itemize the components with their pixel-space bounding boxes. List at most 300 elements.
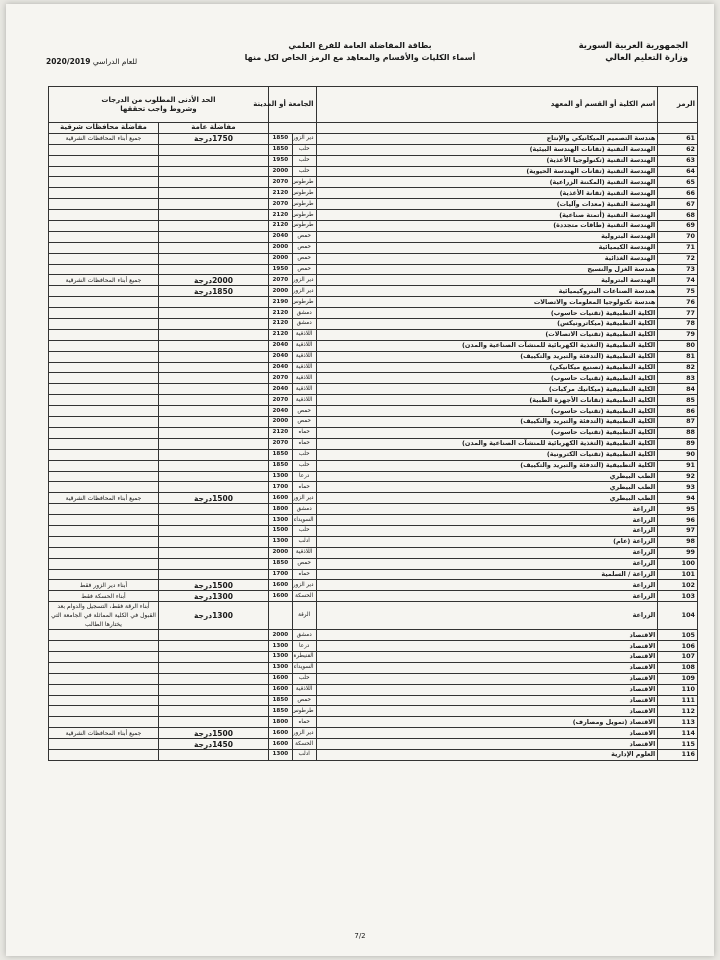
east-grade-cell [158, 417, 268, 428]
title-line-1: بطاقة المفاضلة العامة للفرع العلمي [288, 41, 432, 50]
row-name: الزراعة [316, 525, 658, 536]
row-city: اللاذقية [292, 384, 316, 395]
row-city: دير الزور [292, 580, 316, 591]
east-grade-cell [158, 547, 268, 558]
row-code: 76 [658, 297, 698, 308]
row-code: 93 [658, 482, 698, 493]
row-name: الزراعة / السلمية [316, 569, 658, 580]
row-code: 113 [658, 717, 698, 728]
table-row [49, 286, 698, 297]
row-min-grade: 2120 [268, 319, 292, 330]
row-code: 70 [658, 231, 698, 242]
row-code: 90 [658, 449, 698, 460]
row-name: الزراعة [316, 558, 658, 569]
row-city: الحسكة [292, 739, 316, 750]
table-row [49, 231, 698, 242]
east-grade-cell [158, 602, 268, 630]
row-min-grade: 1850 [268, 144, 292, 155]
east-grade-cell [158, 242, 268, 253]
condition-cell [49, 406, 159, 417]
row-min-grade: 1850 [268, 460, 292, 471]
table-row [49, 264, 698, 275]
row-name: الزراعة [316, 602, 658, 630]
row-city: اللاذقية [292, 362, 316, 373]
row-name: الهندسة التقنية (طاقات متجددة) [316, 221, 658, 232]
subheader-blank [658, 123, 698, 134]
row-code: 83 [658, 373, 698, 384]
row-code: 67 [658, 199, 698, 210]
row-name: هندسة الغزل والنسيج [316, 264, 658, 275]
condition-cell [49, 373, 159, 384]
row-min-grade: 1600 [268, 684, 292, 695]
condition-cell [49, 749, 159, 760]
east-grade-cell [158, 406, 268, 417]
row-city: حمص [292, 417, 316, 428]
row-city: الرقة [292, 602, 316, 630]
east-grade-cell [158, 395, 268, 406]
row-city: حمص [292, 231, 316, 242]
row-name: الاقتصاد [316, 651, 658, 662]
row-city: دمشق [292, 308, 316, 319]
row-name: الزراعة [316, 515, 658, 526]
east-grade-cell [158, 155, 268, 166]
east-grade-value: 1500درجة [193, 493, 233, 503]
row-min-grade: 1600 [268, 728, 292, 739]
condition-cell [49, 340, 159, 351]
table-row [49, 133, 698, 144]
east-grade-cell [158, 662, 268, 673]
condition-cell: جميع أبناء المحافظات الشرقية [49, 133, 159, 144]
east-grade-cell [158, 630, 268, 641]
row-code: 80 [658, 340, 698, 351]
condition-cell [49, 329, 159, 340]
east-grade-cell [158, 728, 268, 739]
east-grade-cell [158, 684, 268, 695]
row-min-grade: 2040 [268, 384, 292, 395]
row-min-grade: 2070 [268, 373, 292, 384]
condition-cell [49, 188, 159, 199]
row-name: الهندسة البترولية [316, 275, 658, 286]
east-grade-cell [158, 177, 268, 188]
row-min-grade: 1600 [268, 673, 292, 684]
condition-cell [49, 739, 159, 750]
row-min-grade: 1600 [268, 580, 292, 591]
table-row [49, 591, 698, 602]
row-city: دير الزور [292, 133, 316, 144]
row-name: الكلية التطبيقية (التغذية الكهربائية للمنشآت الصناعية والمدن) [316, 438, 658, 449]
table-row [49, 373, 698, 384]
row-name: الزراعة [316, 547, 658, 558]
row-min-grade: 2070 [268, 199, 292, 210]
row-name: الزراعة (عام) [316, 536, 658, 547]
row-name: الطب البيطري [316, 471, 658, 482]
row-min-grade: 2000 [268, 630, 292, 641]
row-city: اللاذقية [292, 329, 316, 340]
east-grade-cell [158, 319, 268, 330]
condition-cell [49, 242, 159, 253]
table-row [49, 706, 698, 717]
row-code: 77 [658, 308, 698, 319]
row-name: الكلية التطبيقية (تقانات الأجهزة الطبية) [316, 395, 658, 406]
year-label: للعام الدراسي [92, 57, 138, 66]
condition-cell [49, 253, 159, 264]
row-code: 73 [658, 264, 698, 275]
row-name: الكلية التطبيقية (ميكاترونيكس) [316, 319, 658, 330]
row-code: 65 [658, 177, 698, 188]
row-name: الكلية التطبيقية (تقنيات حاسوب) [316, 427, 658, 438]
table-row [49, 177, 698, 188]
row-city: السويداء [292, 662, 316, 673]
row-min-grade: 1700 [268, 569, 292, 580]
condition-cell [49, 504, 159, 515]
table-row [49, 684, 698, 695]
row-city: دير الزور [292, 275, 316, 286]
row-name: الكلية التطبيقية (تقنيات حاسوب) [316, 406, 658, 417]
row-code: 87 [658, 417, 698, 428]
row-name: الكلية التطبيقية (التدفئة والتبريد والتكييف) [316, 351, 658, 362]
condition-cell [49, 221, 159, 232]
row-name: الهندسة التقنية (تقانات الهندسة الحيوية) [316, 166, 658, 177]
row-city: دير الزور [292, 728, 316, 739]
table-row [49, 471, 698, 482]
east-grade-cell [158, 264, 268, 275]
condition-cell [49, 362, 159, 373]
condition-cell [49, 210, 159, 221]
east-grade-cell [158, 427, 268, 438]
row-code: 116 [658, 749, 698, 760]
row-name: الاقتصاد [316, 641, 658, 652]
row-name: الهندسة التقنية (المكننة الزراعية) [316, 177, 658, 188]
row-city: حماه [292, 427, 316, 438]
row-code: 85 [658, 395, 698, 406]
row-city: حمص [292, 406, 316, 417]
row-min-grade: 1850 [268, 133, 292, 144]
table-row [49, 482, 698, 493]
subheader-blank [268, 123, 316, 134]
condition-cell [49, 384, 159, 395]
row-code: 97 [658, 525, 698, 536]
condition-cell [49, 231, 159, 242]
table-row [49, 210, 698, 221]
east-grade-cell [158, 471, 268, 482]
row-code: 114 [658, 728, 698, 739]
row-city: حلب [292, 166, 316, 177]
row-city: حلب [292, 525, 316, 536]
east-grade-cell [158, 591, 268, 602]
table-row [49, 630, 698, 641]
row-code: 79 [658, 329, 698, 340]
condition-cell: أبناء دير الزور فقط [49, 580, 159, 591]
east-grade-cell [158, 384, 268, 395]
table-row [49, 155, 698, 166]
row-code: 108 [658, 662, 698, 673]
table-row [49, 449, 698, 460]
table-row [49, 525, 698, 536]
table-row [49, 728, 698, 739]
row-min-grade: 1600 [268, 591, 292, 602]
row-code: 75 [658, 286, 698, 297]
east-grade-value: 1450درجة [193, 739, 233, 749]
condition-cell [49, 395, 159, 406]
row-code: 72 [658, 253, 698, 264]
row-city: طرطوس [292, 199, 316, 210]
row-city: طرطوس [292, 188, 316, 199]
col-min-label: الحد الأدنى المطلوب من الدرجات [101, 95, 216, 104]
row-code: 63 [658, 155, 698, 166]
row-city: حلب [292, 460, 316, 471]
east-grade-cell [158, 199, 268, 210]
table-row [49, 504, 698, 515]
row-city: حمص [292, 253, 316, 264]
condition-cell [49, 706, 159, 717]
row-min-grade: 1500 [268, 525, 292, 536]
east-grade-cell [158, 493, 268, 504]
table-row [49, 695, 698, 706]
row-code: 69 [658, 221, 698, 232]
row-name: الكلية التطبيقية (التدفئة والتبريد والتكييف) [316, 460, 658, 471]
row-city: حمص [292, 242, 316, 253]
east-grade-cell [158, 515, 268, 526]
east-grade-value: 1850درجة [193, 286, 233, 296]
east-grade-cell [158, 536, 268, 547]
table-row [49, 188, 698, 199]
row-min-grade: 1300 [268, 749, 292, 760]
table-row [49, 242, 698, 253]
condition-cell: جميع أبناء المحافظات الشرقية [49, 728, 159, 739]
condition-cell [49, 449, 159, 460]
east-grade-cell [158, 286, 268, 297]
row-code: 92 [658, 471, 698, 482]
condition-cell [49, 417, 159, 428]
row-code: 115 [658, 739, 698, 750]
row-code: 74 [658, 275, 698, 286]
row-city: اللاذقية [292, 547, 316, 558]
table-row [49, 417, 698, 428]
row-min-grade: 2120 [268, 308, 292, 319]
row-code: 81 [658, 351, 698, 362]
table-row [49, 558, 698, 569]
row-min-grade [268, 602, 292, 630]
row-name: الاقتصاد (تمويل ومصارف) [316, 717, 658, 728]
row-name: الهندسة الكيميائية [316, 242, 658, 253]
condition-cell [49, 199, 159, 210]
condition-cell [49, 569, 159, 580]
row-code: 104 [658, 602, 698, 630]
row-code: 61 [658, 133, 698, 144]
table-row [49, 580, 698, 591]
col-code: الرمز [658, 87, 698, 123]
row-code: 106 [658, 641, 698, 652]
row-min-grade: 2120 [268, 210, 292, 221]
row-code: 107 [658, 651, 698, 662]
row-city: حمص [292, 264, 316, 275]
east-grade-cell [158, 210, 268, 221]
east-grade-cell [158, 641, 268, 652]
east-grade-cell [158, 221, 268, 232]
row-name: الهندسة التقنية (تقانات الهندسة البيئية) [316, 144, 658, 155]
row-min-grade: 1700 [268, 482, 292, 493]
row-min-grade: 2070 [268, 395, 292, 406]
table-row [49, 275, 698, 286]
row-name: الهندسة التقنية (تكنولوجيا الأغذية) [316, 155, 658, 166]
row-code: 99 [658, 547, 698, 558]
row-min-grade: 1800 [268, 717, 292, 728]
row-name: الهندسة البترولية [316, 231, 658, 242]
row-name: الطب البيطري [316, 493, 658, 504]
row-city: اللاذقية [292, 373, 316, 384]
table-row [49, 253, 698, 264]
condition-cell [49, 536, 159, 547]
row-name: الكلية التطبيقية (التغذية الكهربائية للمنشآت الصناعية والمدن) [316, 340, 658, 351]
row-min-grade: 1850 [268, 449, 292, 460]
condition-cell [49, 547, 159, 558]
condition-cell [49, 515, 159, 526]
row-min-grade: 2120 [268, 329, 292, 340]
row-name: هندسة تكنولوجيا المعلومات والاتصالات [316, 297, 658, 308]
condition-cell [49, 482, 159, 493]
row-code: 88 [658, 427, 698, 438]
condition-cell [49, 427, 159, 438]
row-city: حلب [292, 449, 316, 460]
row-city: دمشق [292, 504, 316, 515]
east-grade-value: 1300درجة [193, 591, 233, 601]
row-city: طرطوس [292, 221, 316, 232]
east-grade-cell [158, 449, 268, 460]
row-city: طرطوس [292, 210, 316, 221]
document-page [6, 4, 714, 956]
row-min-grade: 2000 [268, 417, 292, 428]
table-header-row [49, 87, 698, 123]
row-name: الهندسة الغذائية [316, 253, 658, 264]
table-row [49, 749, 698, 760]
row-city: اللاذقية [292, 340, 316, 351]
east-grade-cell [158, 580, 268, 591]
row-code: 86 [658, 406, 698, 417]
east-grade-cell [158, 706, 268, 717]
row-name: الاقتصاد [316, 630, 658, 641]
row-city: حلب [292, 144, 316, 155]
table-row [49, 641, 698, 652]
subheader-blank [316, 123, 658, 134]
row-name: الزراعة [316, 580, 658, 591]
row-min-grade: 1950 [268, 264, 292, 275]
table-row [49, 319, 698, 330]
table-row [49, 536, 698, 547]
col-name: اسم الكلية أو القسم أو المعهد [316, 87, 658, 123]
row-code: 102 [658, 580, 698, 591]
row-city: اللاذقية [292, 395, 316, 406]
condition-cell: أبناء الرقة فقط، التسجيل والدوام بعد القبول في الكلية المماثلة في الجامعة التي يختارها الطالب [49, 602, 159, 630]
east-grade-cell [158, 253, 268, 264]
ministry-name: وزارة التعليم العالي [605, 53, 688, 63]
row-name: الطب البيطري [316, 482, 658, 493]
condition-cell [49, 641, 159, 652]
table-row [49, 308, 698, 319]
row-city: طرطوس [292, 706, 316, 717]
row-name: الكلية التطبيقية (تقنيات حاسوب) [316, 308, 658, 319]
condition-cell: جميع أبناء المحافظات الشرقية [49, 275, 159, 286]
row-min-grade: 2040 [268, 231, 292, 242]
row-name: الاقتصاد [316, 673, 658, 684]
east-grade-cell [158, 308, 268, 319]
row-min-grade: 2000 [268, 286, 292, 297]
row-code: 100 [658, 558, 698, 569]
row-city: دير الزور [292, 493, 316, 504]
row-code: 91 [658, 460, 698, 471]
row-code: 95 [658, 504, 698, 515]
table-row [49, 166, 698, 177]
table-row [49, 199, 698, 210]
academic-year [46, 56, 137, 68]
table-row [49, 329, 698, 340]
page-number: 7/2 [354, 932, 366, 940]
year-value: 2020/2019 [46, 57, 91, 66]
col-min-sublabel: وشروط واجب تحققها [120, 104, 197, 113]
row-name: الهندسة التقنية (تقانة الأغذية) [316, 188, 658, 199]
east-grade-cell [158, 144, 268, 155]
row-city: دمشق [292, 319, 316, 330]
row-code: 96 [658, 515, 698, 526]
row-code: 82 [658, 362, 698, 373]
row-city: حماه [292, 482, 316, 493]
condition-cell [49, 695, 159, 706]
condition-cell [49, 717, 159, 728]
row-code: 89 [658, 438, 698, 449]
row-name: الاقتصاد [316, 662, 658, 673]
east-grade-cell [158, 717, 268, 728]
row-city: السويداء [292, 515, 316, 526]
row-name: الهندسة التقنية (معدات وآليات) [316, 199, 658, 210]
table-row [49, 547, 698, 558]
row-city: حلب [292, 673, 316, 684]
row-name: الزراعة [316, 504, 658, 515]
condition-cell [49, 471, 159, 482]
east-grade-value: 1750درجة [193, 134, 233, 144]
row-code: 78 [658, 319, 698, 330]
table-row [49, 493, 698, 504]
condition-cell [49, 438, 159, 449]
east-grade-cell [158, 525, 268, 536]
table-row [49, 438, 698, 449]
table-row [49, 297, 698, 308]
table-body [49, 133, 698, 760]
row-min-grade: 1850 [268, 558, 292, 569]
condition-cell [49, 319, 159, 330]
condition-cell [49, 460, 159, 471]
row-min-grade: 2070 [268, 177, 292, 188]
east-grade-cell [158, 739, 268, 750]
row-name: الزراعة [316, 591, 658, 602]
row-min-grade: 1800 [268, 504, 292, 515]
row-name: الاقتصاد [316, 695, 658, 706]
east-grade-cell [158, 275, 268, 286]
table-row [49, 406, 698, 417]
row-min-grade: 2040 [268, 340, 292, 351]
row-code: 101 [658, 569, 698, 580]
row-min-grade: 2120 [268, 427, 292, 438]
row-code: 71 [658, 242, 698, 253]
east-grade-cell [158, 188, 268, 199]
table-row [49, 351, 698, 362]
condition-cell [49, 297, 159, 308]
condition-cell: أبناء الحسكة فقط [49, 591, 159, 602]
table-row [49, 362, 698, 373]
row-city: ادلب [292, 536, 316, 547]
east-grade-cell [158, 651, 268, 662]
row-min-grade: 1300 [268, 641, 292, 652]
col-city: الجامعة أو المدينة [268, 87, 316, 123]
row-city: الحسكة [292, 591, 316, 602]
